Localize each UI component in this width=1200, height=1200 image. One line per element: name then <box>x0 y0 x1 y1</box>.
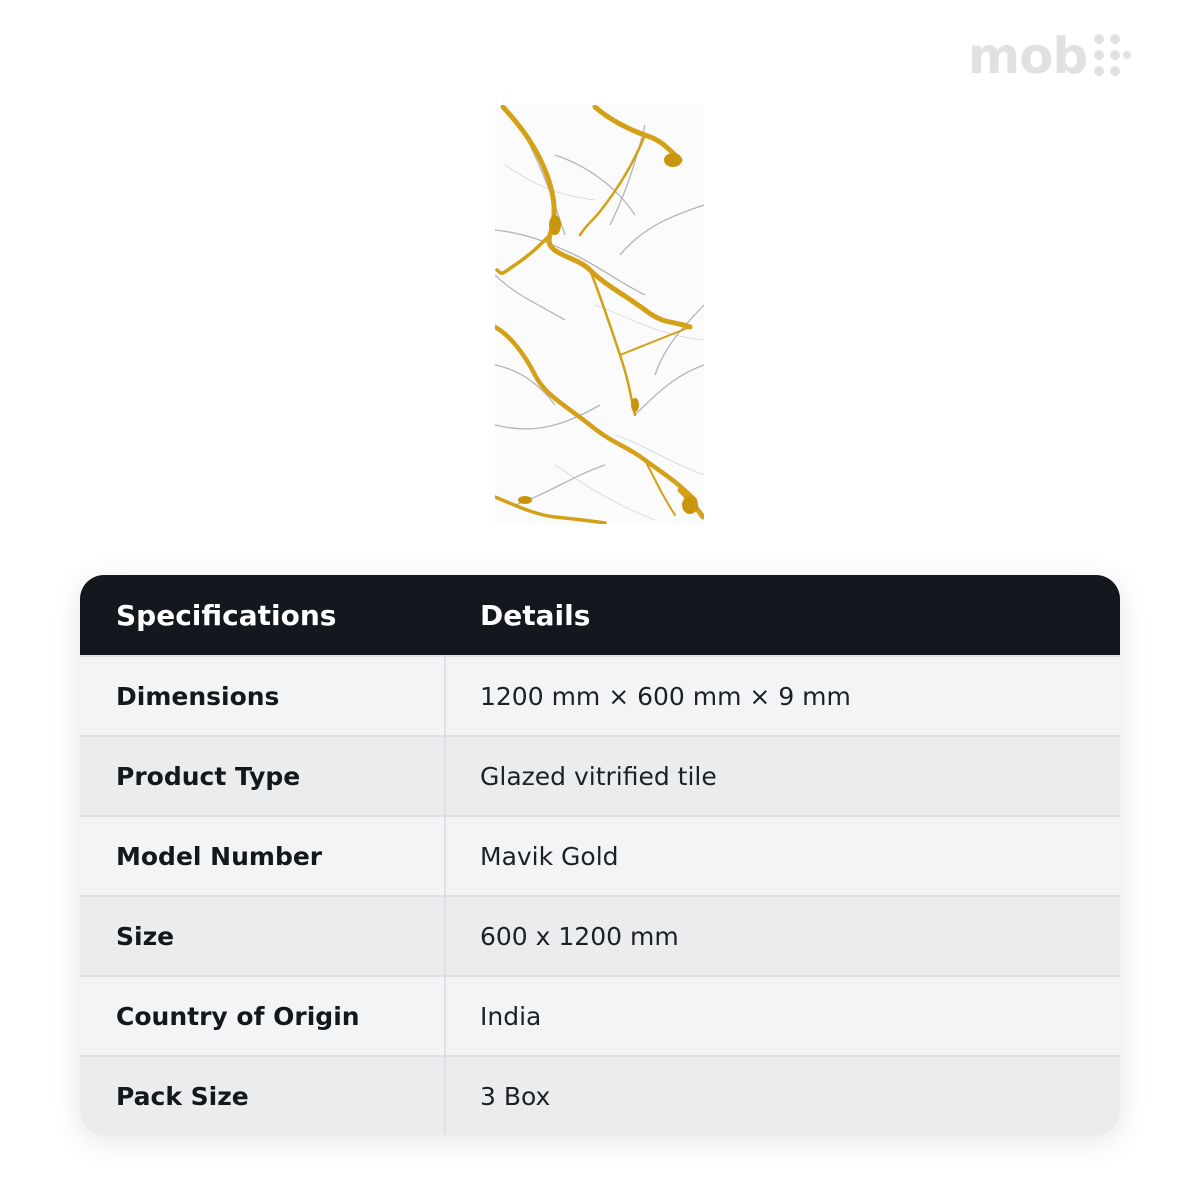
spec-value: 600 x 1200 mm <box>480 921 679 951</box>
table-row <box>80 975 1120 1055</box>
spec-label: Model Number <box>80 817 446 895</box>
spec-value: India <box>480 1001 542 1031</box>
marble-tile-graphic <box>495 105 704 524</box>
spec-value: 3 Box <box>480 1081 551 1111</box>
header-specifications: Specifications <box>116 598 337 632</box>
table-row <box>80 735 1120 815</box>
logo-dots-icon <box>1091 31 1131 81</box>
spec-value: Mavik Gold <box>480 841 619 871</box>
table-header <box>80 575 1120 655</box>
spec-label: Country of Origin <box>80 977 446 1055</box>
marble-tile-image <box>495 105 704 524</box>
header-details: Details <box>480 598 591 632</box>
spec-label: Dimensions <box>80 657 446 735</box>
spec-value: 1200 mm × 600 mm × 9 mm <box>480 681 851 711</box>
table-row <box>80 815 1120 895</box>
table-row <box>80 655 1120 735</box>
spec-label: Size <box>80 897 446 975</box>
table-row <box>80 895 1120 975</box>
spec-value: Glazed vitrified tile <box>480 761 717 791</box>
logo-text: mob <box>968 27 1088 85</box>
specifications-table <box>80 575 1120 1135</box>
brand-logo <box>968 28 1131 84</box>
spec-label: Product Type <box>80 737 446 815</box>
spec-label: Pack Size <box>80 1057 446 1135</box>
table-row <box>80 1055 1120 1135</box>
